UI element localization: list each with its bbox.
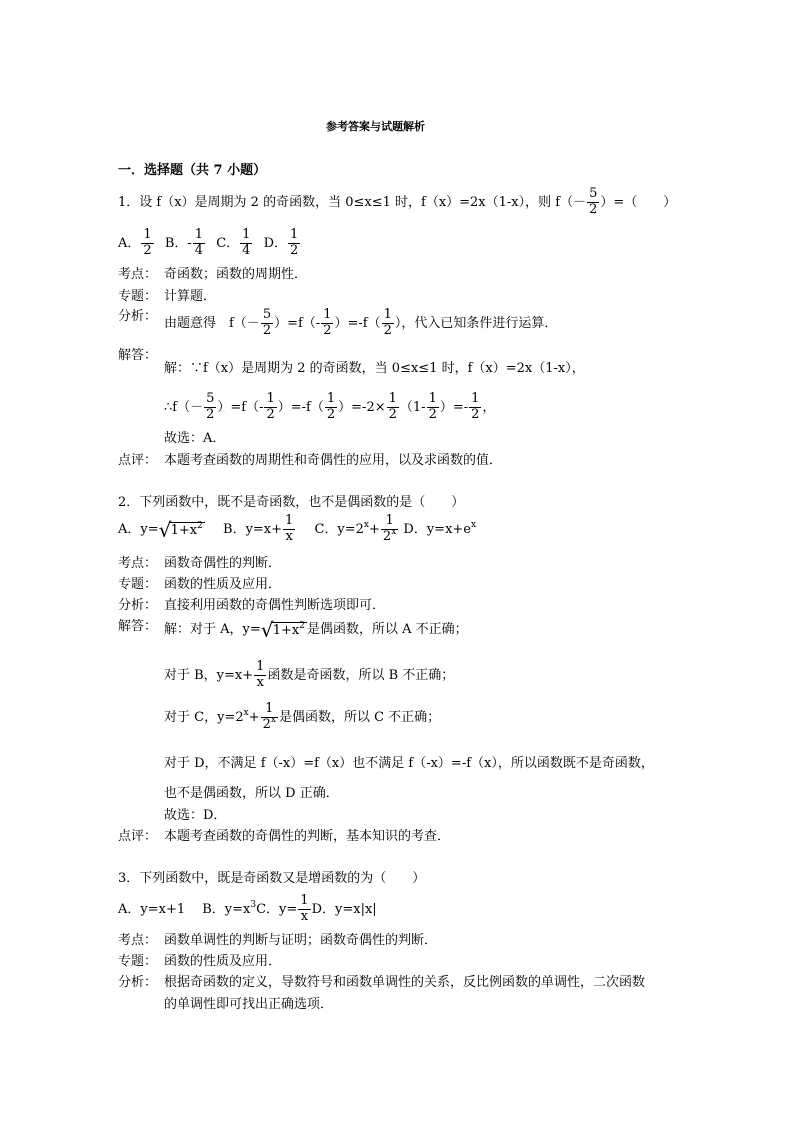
q3-fenxi-label: 分析： — [118, 975, 158, 990]
q1-fenxi-label: 分析： — [118, 309, 158, 324]
q3-kaodian-label: 考点： — [118, 933, 158, 948]
q1-zhuanti: 计算题． — [164, 289, 217, 304]
q2-jieda-line3: 对于 C，$y=2^x+$ $\frac{1}{2^x}$ 是偶函数，所以 C 不正确； — [164, 701, 441, 732]
question-1-options: A． $\frac{1}{2}$ B．- $\frac{1}{4}$ C． $\frac{1}{4}$ D． $\frac{1}{2}$ — [118, 227, 299, 258]
q1-jieda-line1: 解：∵f（x）是周期为 2 的奇函数，当 0≤x≤1 时，f（x）=2x（1-x）， — [164, 361, 585, 376]
q2-zhuanti: 函数的性质及应用． — [164, 577, 282, 592]
question-2-stem: 2．下列函数中，既不是奇函数，也不是偶函数的是（ ） — [118, 495, 465, 510]
q1-jieda-label: 解答： — [118, 348, 158, 363]
q2-fenxi-label: 分析： — [118, 598, 158, 613]
q2-kaodian-label: 考点： — [118, 556, 158, 571]
q2-jieda-line1: 解：对于 A，y= √ $1+x^2$ 是偶函数，所以 A 不正确； — [164, 618, 468, 642]
q2-jieda-line4: 对于 D，不满足 f（-x）=f（x）也不满足 f（-x）=-f（x），所以函数既不是奇函数， — [164, 756, 654, 771]
q2-dianping: 本题考查函数的奇偶性的判断，基本知识的考查． — [164, 829, 451, 844]
q2-zhuanti-label: 专题： — [118, 577, 158, 592]
question-3-options: A．y=x+1 B．$y=x^3C$．y= $\frac{1}{x}$ D．y=x|x| — [118, 893, 377, 924]
q1-dianping-label: 点评： — [118, 453, 158, 468]
q3-fenxi-line1: 根据奇函数的定义，导数符号和函数单调性的关系，反比例函数的单调性，二次函数 — [164, 975, 646, 990]
q1-jieda-line2: ∴f（－ $\frac{5}{2}$ ）=f（- $\frac{1}{2}$ ）=-f（ $\frac{1}{2}$ ）=-2× $\frac{1}{2}$ （1- $\frac{1}{2}$ ）=- $\frac{1}{2}$ ， — [164, 391, 496, 422]
q2-jieda-line6: 故选：D． — [164, 808, 227, 823]
section-heading: 一．选择题（共 7 小题） — [118, 163, 267, 178]
q3-zhuanti: 函数的性质及应用． — [164, 954, 282, 969]
q2-fenxi: 直接利用函数的奇偶性判断选项即可． — [164, 598, 386, 613]
q2-kaodian: 函数奇偶性的判断． — [164, 556, 282, 571]
q2-jieda-line5: 也不是偶函数，所以 D 正确． — [164, 786, 339, 801]
q1-fenxi: 由题意得 f（－ $\frac{5}{2}$ ）=f（- $\frac{1}{2}$ ）=-f（ $\frac{1}{2}$ ），代入已知条件进行运算． — [164, 307, 558, 338]
q2-jieda-label: 解答： — [118, 619, 158, 634]
page-title: 参考答案与试题解析 — [326, 120, 425, 133]
q1-dianping: 本题考查函数的周期性和奇偶性的应用，以及求函数的值． — [164, 453, 503, 468]
q1-jieda-line3: 故选：A． — [164, 431, 226, 446]
q1-kaodian-label: 考点： — [118, 267, 158, 282]
question-3-stem: 3．下列函数中，既是奇函数又是增函数的为（ ） — [118, 871, 426, 886]
q3-kaodian: 函数单调性的判断与证明；函数奇偶性的判断． — [164, 933, 438, 948]
question-1-stem: 1．设 f（x）是周期为 2 的奇函数，当 0≤x≤1 时，f（x）=2x（1-x），则 f（－ $\frac{5}{2}$ ）=（ ） — [118, 186, 677, 217]
q1-zhuanti-label: 专题： — [118, 289, 158, 304]
q2-jieda-line2: 对于 B，y=x+ $\frac{1}{x}$ 函数是奇函数，所以 B 不正确； — [164, 659, 455, 690]
question-2-options: A．y= √ $1+x^2$ B．y=x+ $\frac{1}{x}$ C．$y=2^x+$ $\frac{1}{2^x}$ D．$y=x+e^x$ — [118, 513, 477, 544]
q3-zhuanti-label: 专题： — [118, 954, 158, 969]
q1-kaodian: 奇函数；函数的周期性． — [164, 267, 308, 282]
q2-dianping-label: 点评： — [118, 829, 158, 844]
q3-fenxi-line2: 的单调性即可找出正确选项． — [164, 997, 334, 1012]
